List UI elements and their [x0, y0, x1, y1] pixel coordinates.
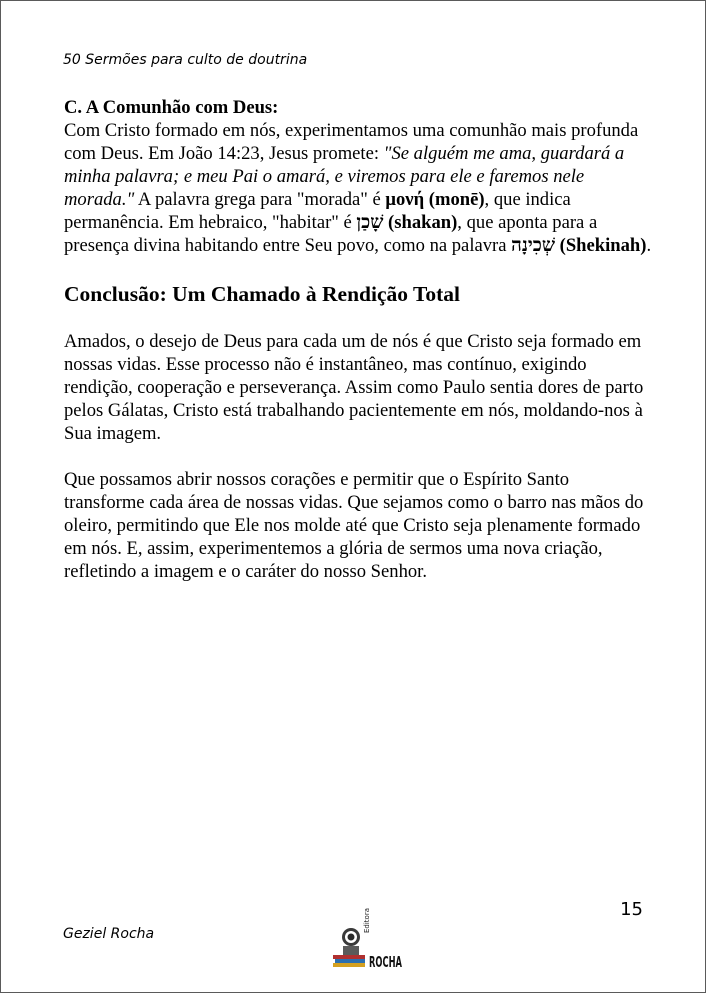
text-run: Com Cristo formado em nós, experimentamos uma comunhão mais profunda com Deus. Em João 14:23, Jesus promete:: [64, 120, 639, 164]
page-number: 15: [620, 899, 643, 920]
conclusion-paragraph: Que possamos abrir nossos corações e permitir que o Espírito Santo transforme cada área de nossas vidas. Que sejamos como o barro nas mãos do oleiro, permitindo que Ele nos molde até que Cristo seja plenamente formado em nós. E, assim, experimentemos a glória de sermos uma nova criação, refletindo a imagem e o caráter do nosso Senhor.: [64, 469, 644, 582]
running-header: 50 Sermões para culto de doutrina: [63, 52, 308, 68]
conclusion-paragraph: Amados, o desejo de Deus para cada um de nós é que Cristo seja formado em nossas vidas. Esse processo não é instantâneo, mas contínuo, exigindo rendição, cooperação e perseverança. Assim como Paulo sentia dores de parto pelos Gálatas, Cristo está trabalhando pacientemente em nós, moldando-nos à Sua imagem.: [64, 331, 644, 444]
text-run: .: [646, 235, 652, 256]
logo-big-text: ROCHA: [369, 953, 403, 971]
page-body: [64, 96, 654, 583]
section-paragraph: [64, 119, 654, 257]
logo-small-text: Editora: [363, 907, 371, 933]
text-run: A palavra grega para "morada" é: [134, 189, 386, 210]
conclusion-heading: Conclusão: Um Chamado à Rendição Total: [64, 282, 461, 306]
hebrew-term: שָׁכַן (shakan): [356, 212, 458, 233]
hebrew-term: שְׁכִינָה (Shekinah): [511, 235, 647, 256]
scripture-quote: "Se alguém me ama, guardará a minha palavra; e meu Pai o amará, e viremos para ele e faremos nele morada.": [64, 143, 625, 210]
section-heading: C. A Comunhão com Deus:: [64, 97, 279, 118]
text-run: , que aponta para a presença divina habitando entre Seu povo, como na palavra: [64, 212, 598, 256]
publisher-logo: [329, 907, 405, 971]
text-run: , que indica permanência. Em hebraico, "habitar" é: [64, 189, 571, 233]
author-name: Geziel Rocha: [63, 926, 155, 942]
greek-term: μονή (monē): [385, 189, 485, 210]
